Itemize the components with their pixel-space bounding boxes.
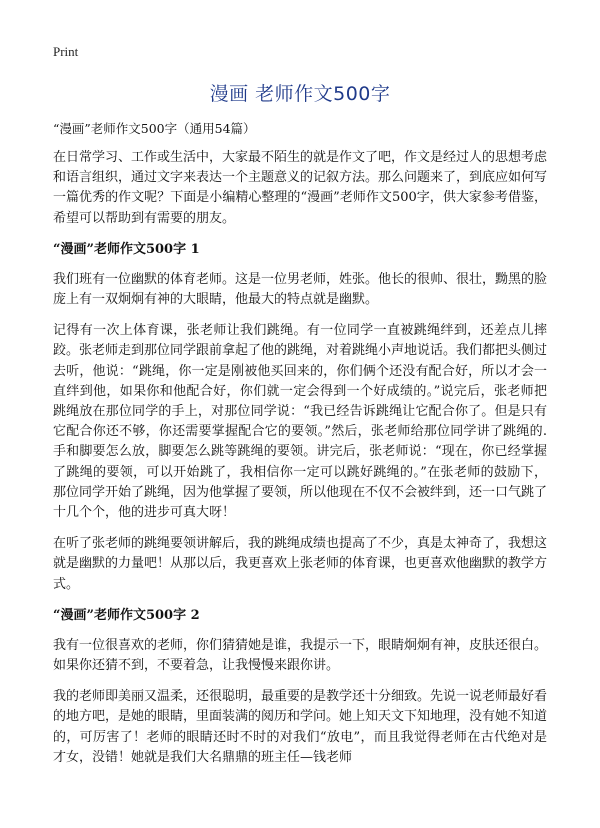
section-heading-1: “漫画”老师作文500字 1: [53, 241, 200, 257]
section-1-paragraph-3: 在听了张老师的跳绳要领讲解后，我的跳绳成绩也提高了不少，真是太神奇了，我想这就是幽默的力量吧！从那以后，我更喜欢上张老师的体育课，也更喜欢他幽默的教学方式。: [53, 536, 548, 592]
article-body: [53, 120, 547, 779]
section-heading-2: “漫画”老师作文500字 2: [53, 607, 200, 623]
print-link[interactable]: Print: [53, 44, 79, 59]
section-1-paragraph-1: 我们班有一位幽默的体育老师。这是一位男老师，姓张。他长的很帅、很壮，黝黑的脸庞上有一双炯炯有神的大眼睛，他最大的特点就是幽默。: [53, 271, 548, 308]
intro-paragraph: 在日常学习、工作或生活中，大家最不陌生的就是作文了吧，作文是经过人的思想考虑和语言组织，通过文字来表达一个主题意义的记叙方法。那么问题来了，到底应如何写一篇优秀的作文呢？下面是小编精心整理的“漫画”老师作文500字，供大家参考借鉴，希望可以帮助到有需要的朋友。: [53, 150, 548, 226]
section-2-paragraph-2: 我的老师即美丽又温柔，还很聪明，最重要的是教学还十分细致。先说一说老师最好看的地方吧，是她的眼睛，里面装满的阅历和学问。她上知天文下知地理，没有她不知道的，可厉害了！老师的眼睛还时不时的对我们“放电”，而且我觉得老师在古代绝对是才女，没错！她就是我们大名鼎鼎的班主任—钱老师: [53, 689, 548, 765]
section-1-paragraph-2: 记得有一次上体育课，张老师让我们跳绳。有一位同学一直被跳绳绊到，还差点儿摔跤。张老师走到那位同学跟前拿起了他的跳绳，对着跳绳小声地说话。我们都把头侧过去听，他说：“跳绳，你一定是刚被他买回来的，你们俩个还没有配合好，所以才会一直绊到他，如果你和他配合好，你们就一定会得到一个好成绩的。”说完后，张老师把跳绳放在那位同学的手上，对那位同学说：“我已经告诉跳绳让它配合你了。但是只有它配合你还不够，你还需要掌握配合它的要领。”然后，张老师给那位同学讲了跳绳的.手和脚要怎么放，脚要怎么跳等跳绳的要领。讲完后，张老师说：“现在，你已经掌握了跳绳的要领，可以开始跳了，我相信你一定可以跳好跳绳的。”在张老师的鼓励下，那位同学开始了跳绳，因为他掌握了要领，所以他现在不仅不会被绊到，还一口气跳了十几个个，他的进步可真大呀！: [53, 323, 548, 521]
section-2-paragraph-1: 我有一位很喜欢的老师，你们猜猜她是谁，我提示一下，眼睛炯炯有神，皮肤还很白。如果你还猜不到，不要着急，让我慢慢来跟你讲。: [53, 637, 548, 674]
article-subtitle: “漫画”老师作文500字（通用54篇）: [53, 121, 256, 136]
page-title: 漫画 老师作文500字: [209, 83, 391, 105]
